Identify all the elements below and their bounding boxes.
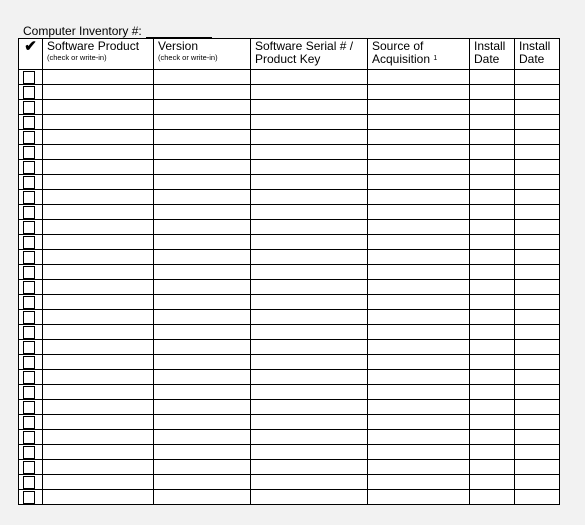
install-date-cell[interactable] — [515, 265, 560, 280]
serial-key-cell[interactable] — [251, 85, 368, 100]
source-cell[interactable] — [368, 460, 470, 475]
software-product-cell[interactable] — [43, 85, 154, 100]
install-date-cell[interactable] — [515, 325, 560, 340]
table-row — [19, 325, 560, 340]
table-row — [19, 70, 560, 85]
serial-key-cell[interactable] — [251, 445, 368, 460]
serial-key-cell[interactable] — [251, 475, 368, 490]
version-cell[interactable] — [154, 115, 251, 130]
software-product-cell[interactable] — [43, 235, 154, 250]
source-cell[interactable] — [368, 220, 470, 235]
serial-key-cell[interactable] — [251, 175, 368, 190]
check-cell[interactable] — [19, 100, 43, 115]
software-product-cell[interactable] — [43, 130, 154, 145]
install-date-cell[interactable] — [515, 430, 560, 445]
software-product-cell[interactable] — [43, 400, 154, 415]
column-header-install-date-1 — [470, 39, 515, 70]
column-header-version — [154, 39, 251, 70]
software-product-cell[interactable] — [43, 220, 154, 235]
version-cell[interactable] — [154, 190, 251, 205]
software-product-cell[interactable] — [43, 175, 154, 190]
serial-key-cell[interactable] — [251, 250, 368, 265]
checkbox[interactable] — [23, 116, 35, 129]
column-header-label: Source of — [372, 39, 424, 53]
table-row — [19, 460, 560, 475]
check-cell[interactable] — [19, 115, 43, 130]
version-cell[interactable] — [154, 265, 251, 280]
column-header-label-line2: Date — [519, 52, 545, 66]
software-product-cell[interactable] — [43, 190, 154, 205]
serial-key-cell[interactable] — [251, 235, 368, 250]
source-cell[interactable] — [368, 145, 470, 160]
install-date-cell[interactable] — [470, 310, 515, 325]
install-date-cell[interactable] — [470, 415, 515, 430]
version-cell[interactable] — [154, 340, 251, 355]
version-cell[interactable] — [154, 100, 251, 115]
check-cell[interactable] — [19, 325, 43, 340]
version-cell[interactable] — [154, 295, 251, 310]
checkbox[interactable] — [23, 416, 35, 429]
table-row — [19, 295, 560, 310]
source-cell[interactable] — [368, 130, 470, 145]
version-cell[interactable] — [154, 430, 251, 445]
source-cell[interactable] — [368, 175, 470, 190]
check-cell[interactable] — [19, 295, 43, 310]
install-date-cell[interactable] — [515, 490, 560, 505]
software-product-cell[interactable] — [43, 160, 154, 175]
computer-inventory-line — [23, 24, 212, 38]
install-date-cell[interactable] — [470, 85, 515, 100]
version-cell[interactable] — [154, 145, 251, 160]
check-cell[interactable] — [19, 160, 43, 175]
table-row — [19, 85, 560, 100]
version-cell[interactable] — [154, 70, 251, 85]
version-cell[interactable] — [154, 445, 251, 460]
software-product-cell[interactable] — [43, 310, 154, 325]
serial-key-cell[interactable] — [251, 310, 368, 325]
table-row — [19, 385, 560, 400]
install-date-cell[interactable] — [470, 355, 515, 370]
checkmark-header — [19, 39, 43, 70]
serial-key-cell[interactable] — [251, 370, 368, 385]
software-product-cell[interactable] — [43, 355, 154, 370]
install-date-cell[interactable] — [515, 475, 560, 490]
column-header-label-line2: Product Key — [255, 52, 321, 66]
serial-key-cell[interactable] — [251, 100, 368, 115]
software-product-cell[interactable] — [43, 340, 154, 355]
source-cell[interactable] — [368, 415, 470, 430]
version-cell[interactable] — [154, 160, 251, 175]
install-date-cell[interactable] — [515, 220, 560, 235]
checkbox[interactable] — [23, 446, 35, 459]
software-product-cell[interactable] — [43, 100, 154, 115]
checkbox[interactable] — [23, 191, 35, 204]
computer-inventory-blank[interactable] — [146, 26, 212, 38]
table-row — [19, 160, 560, 175]
install-date-cell[interactable] — [515, 385, 560, 400]
check-cell[interactable] — [19, 460, 43, 475]
software-product-cell[interactable] — [43, 145, 154, 160]
version-cell[interactable] — [154, 460, 251, 475]
check-cell[interactable] — [19, 205, 43, 220]
checkbox[interactable] — [23, 356, 35, 369]
version-cell[interactable] — [154, 475, 251, 490]
install-date-cell[interactable] — [515, 100, 560, 115]
check-cell[interactable] — [19, 220, 43, 235]
source-cell[interactable] — [368, 280, 470, 295]
source-cell[interactable] — [368, 160, 470, 175]
checkbox[interactable] — [23, 461, 35, 474]
column-header-sub: (check or write-in) — [158, 53, 218, 62]
software-product-cell[interactable] — [43, 445, 154, 460]
serial-key-cell[interactable] — [251, 385, 368, 400]
version-cell[interactable] — [154, 400, 251, 415]
install-date-cell[interactable] — [515, 460, 560, 475]
column-header-install-date-2 — [515, 39, 560, 70]
version-cell[interactable] — [154, 280, 251, 295]
software-product-cell[interactable] — [43, 295, 154, 310]
source-cell[interactable] — [368, 115, 470, 130]
table-row — [19, 415, 560, 430]
checkbox[interactable] — [23, 71, 35, 84]
version-cell[interactable] — [154, 85, 251, 100]
install-date-cell[interactable] — [515, 145, 560, 160]
source-cell[interactable] — [368, 190, 470, 205]
source-cell[interactable] — [368, 430, 470, 445]
checkbox[interactable] — [23, 296, 35, 309]
source-cell[interactable] — [368, 385, 470, 400]
serial-key-cell[interactable] — [251, 145, 368, 160]
serial-key-cell[interactable] — [251, 415, 368, 430]
software-product-cell[interactable] — [43, 430, 154, 445]
serial-key-cell[interactable] — [251, 490, 368, 505]
software-product-cell[interactable] — [43, 70, 154, 85]
check-cell[interactable] — [19, 415, 43, 430]
software-product-cell[interactable] — [43, 490, 154, 505]
software-product-cell[interactable] — [43, 460, 154, 475]
table-row — [19, 400, 560, 415]
checkbox[interactable] — [23, 86, 35, 99]
serial-key-cell[interactable] — [251, 295, 368, 310]
check-cell[interactable] — [19, 310, 43, 325]
software-product-cell[interactable] — [43, 475, 154, 490]
checkbox[interactable] — [23, 491, 35, 504]
check-cell[interactable] — [19, 400, 43, 415]
version-cell[interactable] — [154, 385, 251, 400]
install-date-cell[interactable] — [515, 130, 560, 145]
table-row — [19, 430, 560, 445]
check-cell[interactable] — [19, 145, 43, 160]
source-cell[interactable] — [368, 205, 470, 220]
check-cell[interactable] — [19, 265, 43, 280]
table-row — [19, 220, 560, 235]
checkbox[interactable] — [23, 161, 35, 174]
version-cell[interactable] — [154, 490, 251, 505]
check-cell[interactable] — [19, 85, 43, 100]
source-cell[interactable] — [368, 445, 470, 460]
source-cell[interactable] — [368, 265, 470, 280]
checkbox[interactable] — [23, 401, 35, 414]
install-date-cell[interactable] — [515, 310, 560, 325]
check-cell[interactable] — [19, 340, 43, 355]
serial-key-cell[interactable] — [251, 430, 368, 445]
install-date-cell[interactable] — [470, 490, 515, 505]
check-cell[interactable] — [19, 475, 43, 490]
column-header-label: Install — [474, 39, 506, 53]
serial-key-cell[interactable] — [251, 205, 368, 220]
table-row — [19, 340, 560, 355]
table-row — [19, 370, 560, 385]
column-header-sub: (check or write-in) — [47, 53, 107, 62]
column-header-software-product — [43, 39, 154, 70]
install-date-cell[interactable] — [515, 190, 560, 205]
table-row — [19, 115, 560, 130]
install-date-cell[interactable] — [470, 430, 515, 445]
checkbox[interactable] — [23, 476, 35, 489]
check-cell[interactable] — [19, 430, 43, 445]
install-date-cell[interactable] — [470, 460, 515, 475]
source-cell[interactable] — [368, 400, 470, 415]
install-date-cell[interactable] — [515, 415, 560, 430]
source-cell[interactable] — [368, 70, 470, 85]
serial-key-cell[interactable] — [251, 400, 368, 415]
source-cell[interactable] — [368, 355, 470, 370]
serial-key-cell[interactable] — [251, 70, 368, 85]
install-date-cell[interactable] — [470, 385, 515, 400]
install-date-cell[interactable] — [470, 220, 515, 235]
column-header-source-of-acquisition — [368, 39, 470, 70]
serial-key-cell[interactable] — [251, 460, 368, 475]
install-date-cell[interactable] — [515, 175, 560, 190]
column-header-label: Install — [519, 39, 551, 53]
checkbox[interactable] — [23, 386, 35, 399]
install-date-cell[interactable] — [470, 130, 515, 145]
check-cell[interactable] — [19, 280, 43, 295]
table-row — [19, 490, 560, 505]
version-cell[interactable] — [154, 250, 251, 265]
serial-key-cell[interactable] — [251, 265, 368, 280]
table-row — [19, 130, 560, 145]
table-row — [19, 445, 560, 460]
software-product-cell[interactable] — [43, 115, 154, 130]
install-date-cell[interactable] — [470, 235, 515, 250]
table-row — [19, 145, 560, 160]
computer-inventory-label: Computer Inventory #: — [23, 24, 142, 38]
install-date-cell[interactable] — [515, 205, 560, 220]
table-row — [19, 280, 560, 295]
source-cell[interactable] — [368, 340, 470, 355]
install-date-cell[interactable] — [470, 445, 515, 460]
install-date-cell[interactable] — [470, 145, 515, 160]
source-cell[interactable] — [368, 235, 470, 250]
column-header-label-line2: Date — [474, 52, 500, 66]
install-date-cell[interactable] — [470, 175, 515, 190]
version-cell[interactable] — [154, 370, 251, 385]
table-row — [19, 205, 560, 220]
serial-key-cell[interactable] — [251, 160, 368, 175]
footnote-marker: 1 — [433, 55, 438, 62]
checkbox[interactable] — [23, 236, 35, 249]
serial-key-cell[interactable] — [251, 190, 368, 205]
serial-key-cell[interactable] — [251, 280, 368, 295]
check-cell[interactable] — [19, 490, 43, 505]
software-product-cell[interactable] — [43, 280, 154, 295]
install-date-cell[interactable] — [470, 190, 515, 205]
source-cell[interactable] — [368, 490, 470, 505]
table-row — [19, 475, 560, 490]
software-product-cell[interactable] — [43, 205, 154, 220]
install-date-cell[interactable] — [515, 445, 560, 460]
checkbox[interactable] — [23, 311, 35, 324]
install-date-cell[interactable] — [515, 340, 560, 355]
source-cell[interactable] — [368, 250, 470, 265]
install-date-cell[interactable] — [470, 115, 515, 130]
column-header-label: Version — [158, 39, 199, 53]
checkbox[interactable] — [23, 206, 35, 219]
table-row — [19, 355, 560, 370]
check-cell[interactable] — [19, 235, 43, 250]
install-date-cell[interactable] — [515, 70, 560, 85]
table-row — [19, 175, 560, 190]
table-row — [19, 265, 560, 280]
check-cell[interactable] — [19, 130, 43, 145]
source-cell[interactable] — [368, 370, 470, 385]
serial-key-cell[interactable] — [251, 340, 368, 355]
software-product-cell[interactable] — [43, 265, 154, 280]
version-cell[interactable] — [154, 130, 251, 145]
check-cell[interactable] — [19, 175, 43, 190]
checkbox[interactable] — [23, 176, 35, 189]
checkbox[interactable] — [23, 371, 35, 384]
serial-key-cell[interactable] — [251, 220, 368, 235]
checkbox[interactable] — [23, 101, 35, 114]
check-cell[interactable] — [19, 190, 43, 205]
column-header-serial-key — [251, 39, 368, 70]
version-cell[interactable] — [154, 220, 251, 235]
install-date-cell[interactable] — [470, 250, 515, 265]
install-date-cell[interactable] — [470, 265, 515, 280]
version-cell[interactable] — [154, 355, 251, 370]
install-date-cell[interactable] — [470, 100, 515, 115]
check-cell[interactable] — [19, 355, 43, 370]
checkbox[interactable] — [23, 431, 35, 444]
table-row — [19, 190, 560, 205]
install-date-cell[interactable] — [470, 70, 515, 85]
serial-key-cell[interactable] — [251, 130, 368, 145]
serial-key-cell[interactable] — [251, 355, 368, 370]
table-row — [19, 250, 560, 265]
source-cell[interactable] — [368, 310, 470, 325]
version-cell[interactable] — [154, 205, 251, 220]
install-date-cell[interactable] — [470, 205, 515, 220]
install-date-cell[interactable] — [515, 235, 560, 250]
version-cell[interactable] — [154, 175, 251, 190]
install-date-cell[interactable] — [515, 355, 560, 370]
checkbox[interactable] — [23, 221, 35, 234]
source-cell[interactable] — [368, 85, 470, 100]
version-cell[interactable] — [154, 325, 251, 340]
install-date-cell[interactable] — [470, 280, 515, 295]
source-cell[interactable] — [368, 295, 470, 310]
column-header-label: Software Serial # / — [255, 39, 354, 53]
install-date-cell[interactable] — [470, 325, 515, 340]
checkbox[interactable] — [23, 131, 35, 144]
version-cell[interactable] — [154, 415, 251, 430]
software-product-cell[interactable] — [43, 385, 154, 400]
software-product-cell[interactable] — [43, 250, 154, 265]
checkmark-icon: ✔ — [24, 38, 37, 55]
install-date-cell[interactable] — [515, 280, 560, 295]
checkbox[interactable] — [23, 341, 35, 354]
install-date-cell[interactable] — [515, 370, 560, 385]
install-date-cell[interactable] — [470, 370, 515, 385]
install-date-cell[interactable] — [515, 85, 560, 100]
source-cell[interactable] — [368, 325, 470, 340]
checkbox[interactable] — [23, 266, 35, 279]
check-cell[interactable] — [19, 385, 43, 400]
column-header-label: Software Product — [47, 39, 140, 53]
install-date-cell[interactable] — [515, 250, 560, 265]
table-row — [19, 310, 560, 325]
install-date-cell[interactable] — [470, 295, 515, 310]
checkbox[interactable] — [23, 281, 35, 294]
checkbox[interactable] — [23, 326, 35, 339]
source-cell[interactable] — [368, 475, 470, 490]
serial-key-cell[interactable] — [251, 325, 368, 340]
install-date-cell[interactable] — [515, 295, 560, 310]
table-header-row — [19, 39, 560, 70]
software-product-cell[interactable] — [43, 415, 154, 430]
table-row — [19, 235, 560, 250]
column-header-label-line2: Acquisition — [372, 52, 431, 66]
install-date-cell[interactable] — [515, 160, 560, 175]
checkbox[interactable] — [23, 146, 35, 159]
software-inventory-table — [18, 38, 560, 505]
table-row — [19, 100, 560, 115]
checkbox[interactable] — [23, 251, 35, 264]
software-product-cell[interactable] — [43, 325, 154, 340]
version-cell[interactable] — [154, 235, 251, 250]
check-cell[interactable] — [19, 445, 43, 460]
install-date-cell[interactable] — [470, 340, 515, 355]
install-date-cell[interactable] — [470, 475, 515, 490]
version-cell[interactable] — [154, 310, 251, 325]
check-cell[interactable] — [19, 70, 43, 85]
source-cell[interactable] — [368, 100, 470, 115]
install-date-cell[interactable] — [515, 400, 560, 415]
install-date-cell[interactable] — [515, 115, 560, 130]
install-date-cell[interactable] — [470, 400, 515, 415]
serial-key-cell[interactable] — [251, 115, 368, 130]
software-product-cell[interactable] — [43, 370, 154, 385]
check-cell[interactable] — [19, 370, 43, 385]
check-cell[interactable] — [19, 250, 43, 265]
install-date-cell[interactable] — [470, 160, 515, 175]
